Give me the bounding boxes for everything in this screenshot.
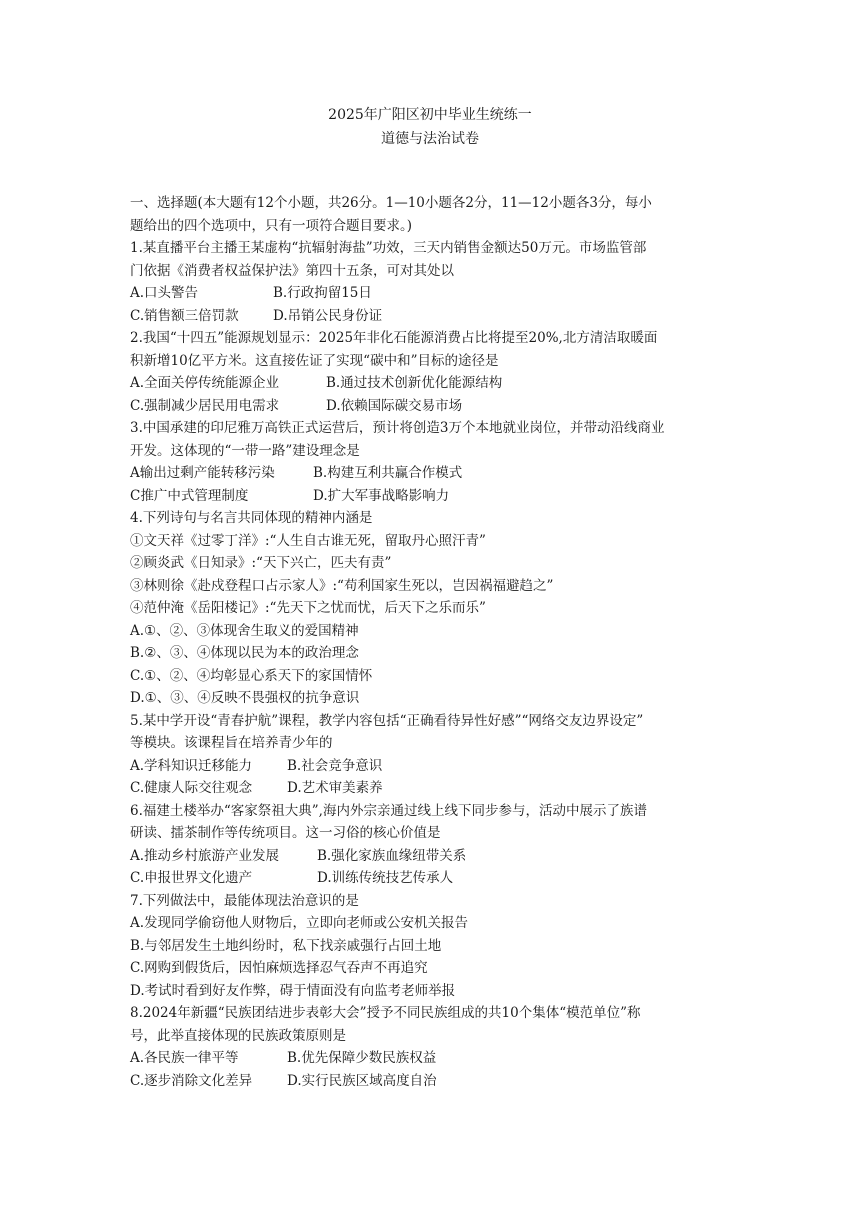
exam-body [130,192,736,1092]
q4-option-c: C.①、②、④均彰显心系天下的家国情怀 [130,667,373,684]
q5-stem-line-1: 5.某中学开设“青春护航”课程，教学内容包括“正确看待异性好感”“网络交友边界设定” [130,712,644,729]
q8-option-d: D.实行民族区域高度自治 [287,1072,437,1089]
q7-option-c: C.网购到假货后，因怕麻烦选择忍气吞声不再追究 [130,960,428,976]
q5-options-row-2 [130,777,736,800]
q3-option-c: C推广中式管理制度 [130,487,249,504]
q4-item-3: ③林则徐《赴戍登程口占示家人》:“苟利国家生死以，岂因祸福避趋之” [130,577,554,594]
q3-stem-line-2: 开发。这体现的“一带一路”建设理念是 [130,442,360,459]
q5-stem-line-2: 等模块。该课程旨在培养青少年的 [130,735,333,751]
q2-options-row-2 [130,395,736,418]
q1-option-a: A.口头警告 [130,285,199,301]
q7-option-d: D.考试时看到好友作弊，碍于情面没有向监考老师举报 [130,982,456,999]
q7-option-b: B.与邻居发生土地纠纷时，私下找亲戚强行占回土地 [130,937,442,954]
q5-option-c: C.健康人际交往观念 [130,780,253,796]
q4-stem: 4.下列诗句与名言共同体现的精神内涵是 [130,510,373,526]
section-instruction-line-1: 一、选择题(本大题有12个小题，共26分。1—10小题各2分，11—12小题各3分，每小 [130,195,652,211]
q2-stem-line-2: 积新增10亿平方米。这直接佐证了实现“碳中和”目标的途径是 [130,352,499,369]
q8-option-b: B.优先保障少数民族权益 [287,1050,437,1066]
q6-stem-line-1: 6.福建土楼举办“客家祭祖大典”,海内外宗亲通过线上线下同步参与，活动中展示了族谱 [130,802,647,819]
q7-stem: 7.下列做法中，最能体现法治意识的是 [130,892,359,909]
q2-option-a: A.全面关停传统能源企业 [130,375,280,391]
q3-options-row-1 [130,462,736,485]
q1-option-d: D.吊销公民身份证 [273,307,383,324]
q4-option-d: D.①、③、④反映不畏强权的抗争意识 [130,690,360,706]
q2-options-row-1 [130,372,736,395]
q2-option-d: D.依赖国际碳交易市场 [326,397,463,414]
q5-options-row-1 [130,755,736,778]
q1-options-row-2 [130,305,736,328]
q8-options-row-1 [130,1047,736,1070]
q8-stem-line-2: 号，此举直接体现的民族政策原则是 [130,1027,346,1044]
q4-item-4: ④范仲淹《岳阳楼记》:“先天下之忧而忧，后天下之乐而乐” [130,600,486,616]
q4-option-a: A.①、②、③体现舍生取义的爱国精神 [130,622,359,639]
q2-option-c: C.强制减少居民用电需求 [130,397,280,414]
q4-option-b: B.②、③、④体现以民为本的政治理念 [130,645,359,661]
q2-option-b: B.通过技术创新优化能源结构 [326,375,503,391]
q6-option-c: C.申报世界文化遗产 [130,870,253,886]
q4-item-1: ①文天祥《过零丁洋》:“人生自古谁无死，留取丹心照汗青” [130,532,486,549]
q2-stem-line-1: 2.我国“十四五”能源规划显示：2025年非化石能源消费占比将提至20%,北方清洁取暖面 [130,330,658,346]
q1-stem-line-1: 1.某直播平台主播王某虚构“抗辐射海盐”功效，三天内销售金额达50万元。市场监管部 [130,240,647,256]
q7-option-a: A.发现同学偷窃他人财物后，立即向老师或公安机关报告 [130,915,469,931]
q3-option-b: B.构建互利共赢合作模式 [313,465,463,481]
q5-option-d: D.艺术审美素养 [287,780,383,796]
q1-option-c: C.销售额三倍罚款 [130,307,239,324]
q5-option-a: A.学科知识迁移能力 [130,757,253,774]
q8-option-a: A.各民族一律平等 [130,1050,239,1066]
q8-options-row-2 [130,1070,736,1093]
section-instruction-line-2: 题给出的四个选项中，只有一项符合题目要求。) [130,217,413,234]
q3-stem-line-1: 3.中国承建的印尼雅万高铁正式运营后，预计将创造3万个本地就业岗位，并带动沿线商业 [130,420,665,436]
q6-option-d: D.训练传统技艺传承人 [317,870,454,886]
exam-title: 2025年广阳区初中毕业生统练一 [328,107,532,123]
q1-options-row-1 [130,282,736,305]
q3-option-a: A输出过剩产能转移污染 [130,465,275,481]
q1-option-b: B.行政拘留15日 [273,285,372,301]
q8-stem-line-1: 8.2024年新疆“民族团结进步表彰大会”授予不同民族组成的共10个集体“模范单位”称 [130,1005,641,1021]
q6-options-row-2 [130,867,736,890]
q3-option-d: D.扩大军事战略影响力 [313,487,450,504]
q6-option-a: A.推动乡村旅游产业发展 [130,847,280,864]
q1-stem-line-2: 门依据《消费者权益保护法》第四十五条，可对其处以 [130,262,454,279]
q5-option-b: B.社会竞争意识 [287,757,383,774]
q6-stem-line-2: 研读、擂茶制作等传统项目。这一习俗的核心价值是 [130,825,441,841]
q6-options-row-1 [130,845,736,868]
q8-option-c: C.逐步消除文化差异 [130,1072,253,1089]
q3-options-row-2 [130,485,736,508]
q6-option-b: B.强化家族血缘纽带关系 [317,847,467,864]
q4-item-2: ②顾炎武《日知录》:“天下兴亡，匹夫有责” [130,555,392,571]
exam-subtitle: 道德与法治试卷 [381,131,479,147]
